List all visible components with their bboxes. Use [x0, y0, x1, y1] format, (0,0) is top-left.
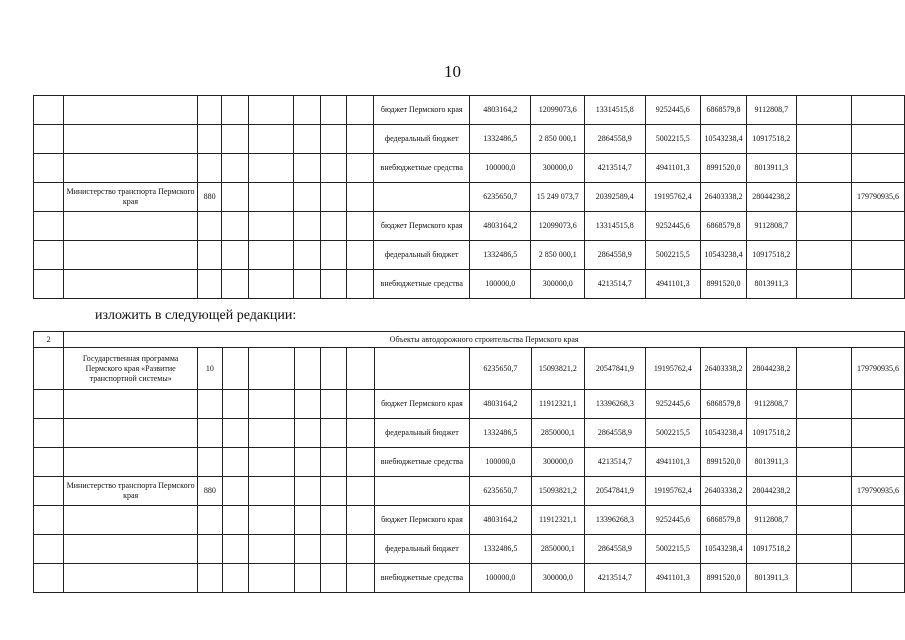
program-name-cell: Государственная программа Пермского края «Развитие транспортной системы» [64, 348, 198, 390]
empty-cell [249, 348, 295, 390]
top-budget-table [33, 95, 905, 299]
value-cell: 300000,0 [531, 154, 585, 183]
empty-cell [248, 96, 294, 125]
value-cell: 4213514,7 [585, 270, 645, 299]
row-number-cell [34, 241, 64, 270]
empty-cell [222, 506, 248, 535]
code-cell [198, 564, 223, 593]
table-row [34, 506, 905, 535]
total-cell [852, 154, 905, 183]
empty-cell [222, 241, 248, 270]
value-cell: 28044238,2 [746, 183, 796, 212]
funding-source-cell [374, 348, 470, 390]
empty-cell [347, 270, 374, 299]
empty-cell [321, 506, 347, 535]
value-cell: 10543238,4 [701, 419, 747, 448]
value-cell: 9252445,6 [645, 212, 701, 241]
value-cell: 10543238,4 [701, 125, 747, 154]
empty-cell [321, 348, 347, 390]
value-cell: 10543238,4 [701, 241, 747, 270]
total-cell [852, 241, 905, 270]
funding-source-cell: федеральный бюджет [374, 125, 470, 154]
value-cell: 26403338,2 [701, 477, 747, 506]
table-row [34, 154, 905, 183]
program-name-cell [64, 212, 198, 241]
value-cell: 15093821,2 [531, 348, 585, 390]
empty-cell [796, 477, 851, 506]
total-cell [852, 448, 905, 477]
value-cell: 8013911,3 [746, 154, 796, 183]
empty-cell [347, 183, 374, 212]
value-cell: 300000,0 [531, 270, 585, 299]
funding-source-cell: бюджет Пермского края [374, 506, 470, 535]
row-number-cell [34, 348, 64, 390]
empty-cell [347, 125, 374, 154]
empty-cell [294, 477, 320, 506]
value-cell: 1332486,5 [470, 125, 531, 154]
program-name-cell [64, 390, 198, 419]
value-cell: 19195762,4 [645, 477, 701, 506]
empty-cell [347, 535, 374, 564]
program-name-cell [64, 125, 198, 154]
value-cell: 100000,0 [470, 270, 531, 299]
empty-cell [796, 270, 851, 299]
empty-cell [249, 390, 295, 419]
value-cell: 8991520,0 [701, 448, 747, 477]
value-cell: 9112808,7 [746, 96, 796, 125]
empty-cell [321, 448, 347, 477]
empty-cell [320, 270, 346, 299]
empty-cell [796, 448, 851, 477]
program-name-cell [64, 96, 198, 125]
row-number-cell [34, 96, 64, 125]
table-row [34, 183, 905, 212]
empty-cell [222, 535, 248, 564]
value-cell: 20547841,9 [585, 348, 645, 390]
empty-cell [294, 96, 320, 125]
value-cell: 9252445,6 [645, 390, 701, 419]
table-row [34, 348, 905, 390]
row-number-cell [34, 535, 64, 564]
empty-cell [294, 564, 320, 593]
funding-source-cell: бюджет Пермского края [374, 212, 470, 241]
empty-cell [320, 96, 346, 125]
empty-cell [321, 390, 347, 419]
empty-cell [222, 270, 248, 299]
program-name-cell [64, 241, 198, 270]
program-name-cell [64, 448, 198, 477]
table-row [34, 448, 905, 477]
code-cell [197, 154, 222, 183]
empty-cell [249, 506, 295, 535]
value-cell: 6235650,7 [470, 183, 531, 212]
value-cell: 100000,0 [470, 154, 531, 183]
row-number-cell [34, 390, 64, 419]
value-cell: 4803164,2 [470, 96, 531, 125]
empty-cell [294, 154, 320, 183]
value-cell: 19195762,4 [645, 348, 701, 390]
value-cell: 100000,0 [470, 564, 531, 593]
value-cell: 19195762,4 [645, 183, 701, 212]
empty-cell [249, 535, 295, 564]
value-cell: 300000,0 [531, 448, 585, 477]
value-cell: 4803164,2 [470, 506, 531, 535]
code-cell: 10 [198, 348, 223, 390]
value-cell: 6868579,8 [701, 506, 747, 535]
value-cell: 8991520,0 [701, 270, 747, 299]
empty-cell [222, 390, 248, 419]
empty-cell [249, 564, 295, 593]
code-cell [198, 506, 223, 535]
empty-cell [222, 125, 248, 154]
empty-cell [248, 270, 294, 299]
total-cell: 179790935,6 [852, 477, 905, 506]
empty-cell [321, 477, 347, 506]
value-cell: 28044238,2 [746, 348, 796, 390]
empty-cell [347, 241, 374, 270]
empty-cell [796, 183, 851, 212]
empty-cell [294, 419, 320, 448]
value-cell: 2864558,9 [585, 535, 645, 564]
value-cell: 4803164,2 [470, 212, 531, 241]
empty-cell [347, 477, 374, 506]
total-cell [852, 96, 905, 125]
value-cell: 8991520,0 [701, 564, 747, 593]
value-cell: 20392589,4 [585, 183, 645, 212]
value-cell: 1332486,5 [470, 241, 531, 270]
empty-cell [796, 96, 851, 125]
value-cell: 5002215,5 [645, 535, 701, 564]
value-cell: 9252445,6 [645, 506, 701, 535]
value-cell: 2850000,1 [531, 419, 585, 448]
empty-cell [294, 183, 320, 212]
empty-cell [796, 535, 851, 564]
code-cell [198, 448, 223, 477]
value-cell: 2850000,1 [531, 535, 585, 564]
value-cell: 4941101,3 [645, 448, 701, 477]
table-row [34, 564, 905, 593]
value-cell: 13396268,3 [585, 390, 645, 419]
code-cell [197, 96, 222, 125]
value-cell: 1332486,5 [470, 535, 531, 564]
row-number-cell [34, 564, 64, 593]
empty-cell [222, 477, 248, 506]
empty-cell [294, 348, 320, 390]
empty-cell [248, 125, 294, 154]
row-number-cell [34, 125, 64, 154]
section-number: 2 [34, 332, 64, 348]
empty-cell [294, 506, 320, 535]
code-cell [197, 270, 222, 299]
total-cell [852, 390, 905, 419]
empty-cell [347, 96, 374, 125]
program-name-cell [64, 419, 198, 448]
total-cell [852, 506, 905, 535]
value-cell: 10917518,2 [746, 125, 796, 154]
total-cell [852, 270, 905, 299]
code-cell [197, 125, 222, 154]
value-cell: 20547841,9 [585, 477, 645, 506]
value-cell: 4941101,3 [645, 270, 701, 299]
funding-source-cell: внебюджетные средства [374, 564, 470, 593]
empty-cell [249, 448, 295, 477]
empty-cell [294, 390, 320, 419]
value-cell: 6235650,7 [470, 348, 531, 390]
value-cell: 8013911,3 [746, 448, 796, 477]
funding-source-cell: федеральный бюджет [374, 535, 470, 564]
row-number-cell [34, 154, 64, 183]
value-cell: 9112808,7 [746, 390, 796, 419]
value-cell: 6235650,7 [470, 477, 531, 506]
value-cell: 2 850 000,1 [531, 125, 585, 154]
bottom-budget-table [33, 331, 905, 593]
empty-cell [347, 348, 374, 390]
value-cell: 10543238,4 [701, 535, 747, 564]
program-name-cell [64, 270, 198, 299]
empty-cell [294, 535, 320, 564]
table-row [34, 241, 905, 270]
program-name-cell: Министерство транспорта Пермского края [64, 183, 198, 212]
value-cell: 9112808,7 [746, 212, 796, 241]
empty-cell [321, 564, 347, 593]
value-cell: 15 249 073,7 [531, 183, 585, 212]
empty-cell [222, 154, 248, 183]
row-number-cell [34, 477, 64, 506]
empty-cell [347, 564, 374, 593]
value-cell: 2 850 000,1 [531, 241, 585, 270]
program-name-cell [64, 564, 198, 593]
empty-cell [347, 390, 374, 419]
value-cell: 6868579,8 [701, 96, 747, 125]
empty-cell [248, 212, 294, 241]
value-cell: 8991520,0 [701, 154, 747, 183]
empty-cell [796, 419, 851, 448]
value-cell: 10917518,2 [746, 241, 796, 270]
funding-source-cell: бюджет Пермского края [374, 96, 470, 125]
total-cell: 179790935,6 [852, 348, 905, 390]
funding-source-cell [374, 477, 470, 506]
value-cell: 300000,0 [531, 564, 585, 593]
value-cell: 11912321,1 [531, 390, 585, 419]
code-cell: 880 [198, 477, 223, 506]
total-cell [852, 125, 905, 154]
empty-cell [294, 448, 320, 477]
table-header-row [34, 332, 905, 348]
program-name-cell: Министерство транспорта Пермского края [64, 477, 198, 506]
empty-cell [347, 448, 374, 477]
value-cell: 2864558,9 [585, 241, 645, 270]
total-cell [852, 212, 905, 241]
empty-cell [321, 535, 347, 564]
amendment-phrase: изложить в следующей редакции: [95, 308, 297, 323]
empty-cell [347, 506, 374, 535]
empty-cell [347, 212, 374, 241]
program-name-cell [64, 154, 198, 183]
empty-cell [248, 154, 294, 183]
value-cell: 26403338,2 [701, 183, 747, 212]
value-cell: 13314515,8 [585, 212, 645, 241]
empty-cell [796, 506, 851, 535]
value-cell: 4941101,3 [645, 154, 701, 183]
table-row [34, 477, 905, 506]
funding-source-cell: внебюджетные средства [374, 270, 470, 299]
table-row [34, 96, 905, 125]
empty-cell [222, 212, 248, 241]
empty-cell [249, 477, 295, 506]
value-cell: 4803164,2 [470, 390, 531, 419]
value-cell: 11912321,1 [531, 506, 585, 535]
empty-cell [796, 212, 851, 241]
value-cell: 15093821,2 [531, 477, 585, 506]
row-number-cell [34, 183, 64, 212]
value-cell: 4213514,7 [585, 448, 645, 477]
table-row [34, 419, 905, 448]
empty-cell [294, 212, 320, 241]
empty-cell [320, 241, 346, 270]
value-cell: 13396268,3 [585, 506, 645, 535]
total-cell [852, 419, 905, 448]
empty-cell [320, 154, 346, 183]
empty-cell [796, 241, 851, 270]
value-cell: 2864558,9 [585, 125, 645, 154]
funding-source-cell: бюджет Пермского края [374, 390, 470, 419]
value-cell: 10917518,2 [746, 419, 796, 448]
code-cell [198, 535, 223, 564]
value-cell: 6868579,8 [701, 390, 747, 419]
empty-cell [796, 154, 851, 183]
value-cell: 8013911,3 [746, 564, 796, 593]
empty-cell [347, 419, 374, 448]
row-number-cell [34, 448, 64, 477]
value-cell: 26403338,2 [701, 348, 747, 390]
empty-cell [249, 419, 295, 448]
empty-cell [320, 125, 346, 154]
value-cell: 5002215,5 [645, 419, 701, 448]
value-cell: 9112808,7 [746, 506, 796, 535]
value-cell: 8013911,3 [746, 270, 796, 299]
table-row [34, 390, 905, 419]
value-cell: 5002215,5 [645, 241, 701, 270]
value-cell: 2864558,9 [585, 419, 645, 448]
value-cell: 10917518,2 [746, 535, 796, 564]
empty-cell [294, 241, 320, 270]
table-row [34, 212, 905, 241]
code-cell [198, 390, 223, 419]
value-cell: 9252445,6 [645, 96, 701, 125]
value-cell: 4941101,3 [645, 564, 701, 593]
empty-cell [320, 212, 346, 241]
value-cell: 4213514,7 [585, 564, 645, 593]
empty-cell [248, 241, 294, 270]
value-cell: 1332486,5 [470, 419, 531, 448]
table-row [34, 535, 905, 564]
empty-cell [321, 419, 347, 448]
empty-cell [347, 154, 374, 183]
row-number-cell [34, 270, 64, 299]
value-cell: 12099073,6 [531, 212, 585, 241]
code-cell [197, 241, 222, 270]
value-cell: 28044238,2 [746, 477, 796, 506]
funding-source-cell: внебюджетные средства [374, 154, 470, 183]
empty-cell [294, 125, 320, 154]
row-number-cell [34, 506, 64, 535]
empty-cell [294, 270, 320, 299]
code-cell [197, 212, 222, 241]
empty-cell [222, 96, 248, 125]
page-number: 10 [444, 62, 461, 81]
total-cell [852, 535, 905, 564]
program-name-cell [64, 506, 198, 535]
funding-source-cell [374, 183, 470, 212]
empty-cell [796, 348, 851, 390]
total-cell: 179790935,6 [852, 183, 905, 212]
value-cell: 5002215,5 [645, 125, 701, 154]
total-cell [852, 564, 905, 593]
empty-cell [796, 564, 851, 593]
section-title: Объекты автодорожного строительства Пермского края [64, 332, 905, 348]
table-row [34, 270, 905, 299]
empty-cell [222, 419, 248, 448]
value-cell: 100000,0 [470, 448, 531, 477]
empty-cell [320, 183, 346, 212]
empty-cell [248, 183, 294, 212]
funding-source-cell: федеральный бюджет [374, 419, 470, 448]
empty-cell [796, 125, 851, 154]
row-number-cell [34, 419, 64, 448]
empty-cell [222, 183, 248, 212]
empty-cell [796, 390, 851, 419]
value-cell: 6868579,8 [701, 212, 747, 241]
program-name-cell [64, 535, 198, 564]
funding-source-cell: федеральный бюджет [374, 241, 470, 270]
value-cell: 13314515,8 [585, 96, 645, 125]
empty-cell [222, 564, 248, 593]
funding-source-cell: внебюджетные средства [374, 448, 470, 477]
table-row [34, 125, 905, 154]
row-number-cell [34, 212, 64, 241]
code-cell: 880 [197, 183, 222, 212]
empty-cell [222, 448, 248, 477]
code-cell [198, 419, 223, 448]
value-cell: 4213514,7 [585, 154, 645, 183]
empty-cell [222, 348, 248, 390]
value-cell: 12099073,6 [531, 96, 585, 125]
